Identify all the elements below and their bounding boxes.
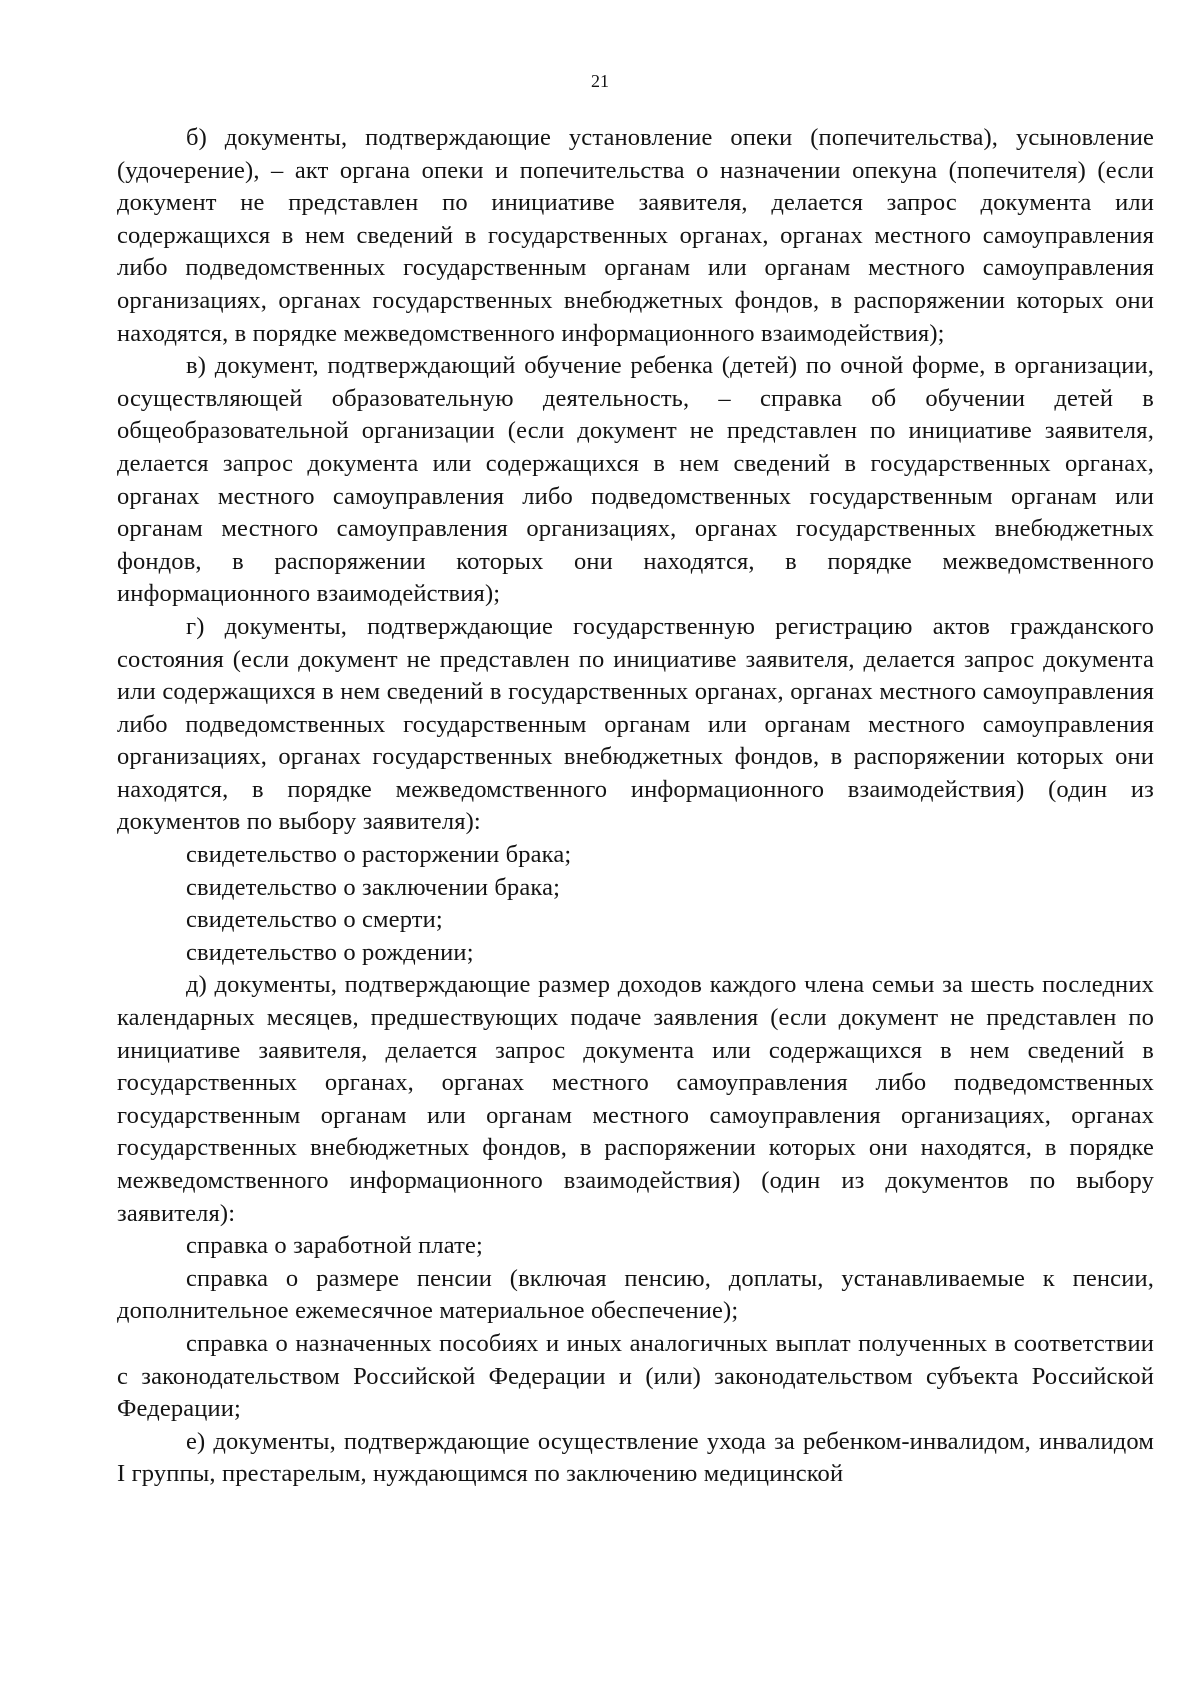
list-item-marriage-certificate: свидетельство о заключении брака; <box>186 873 561 901</box>
list-item-salary-certificate: справка о заработной плате; <box>186 1232 483 1260</box>
paragraph-v-education-document: в) документ, подтверждающий обучение ребенка (детей) по очной форме, в организации, осуществляющей образовательную деятельность, – справка об обучении детей в общеобразовательной организации (если документ не представлен по инициативе заявителя, делается запрос документа или содержащихся в нем сведений в государственных органах, органах местного самоуправления либо подведомственных государственным органам или органам местного самоуправления организациях, органах государственных внебюджетных фондов, в распоряжении которых они находятся, в порядке межведомственного информационного взаимодействия); <box>117 352 1154 608</box>
list-item-pension-certificate: справка о размере пенсии (включая пенсию, доплаты, устанавливаемые к пенсии, дополнительное ежемесячное материальное обеспечение); <box>117 1264 1154 1325</box>
paragraph-e-care-documents: е) документы, подтверждающие осуществление ухода за ребенком-инвалидом, инвалидом I группы, престарелым, нуждающимся по заключению медицинской <box>117 1427 1154 1488</box>
list-item-divorce-certificate: свидетельство о расторжении брака; <box>186 841 572 869</box>
list-item-birth-certificate: свидетельство о рождении; <box>186 938 474 966</box>
paragraph-g-civil-registration-documents: г) документы, подтверждающие государственную регистрацию актов гражданского состояния (если документ не представлен по инициативе заявителя, делается запрос документа или содержащихся в нем сведений в государственных органах, органах местного самоуправления либо подведомственных государственным органам или органам местного самоуправления организациях, органах государственных внебюджетных фондов, в распоряжении которых они находятся, в порядке межведомственного информационного взаимодействия) (один из документов по выбору заявителя): <box>117 612 1154 836</box>
document-body <box>117 122 1154 1491</box>
list-item-benefits-certificate: справка о назначенных пособиях и иных аналогичных выплат полученных в соответствии с законодательством Российской Федерации и (или) законодательством субъекта Российской Федерации; <box>117 1329 1154 1423</box>
paragraph-d-income-documents: д) документы, подтверждающие размер доходов каждого члена семьи за шесть последних календарных месяцев, предшествующих подаче заявления (если документ не представлен по инициативе заявителя, делается запрос документа или содержащихся в нем сведений в государственных органах, органах местного самоуправления либо подведомственных государственным органам или органам местного самоуправления организациях, органах государственных внебюджетных фондов, в распоряжении которых они находятся, в порядке межведомственного информационного взаимодействия) (один из документов по выбору заявителя): <box>117 971 1154 1227</box>
paragraph-b-guardianship-documents: б) документы, подтверждающие установление опеки (попечительства), усыновление (удочерение), – акт органа опеки и попечительства о назначении опекуна (попечителя) (если документ не представлен по инициативе заявителя, делается запрос документа или содержащихся в нем сведений в государственных органах, органах местного самоуправления либо подведомственных государственным органам или органам местного самоуправления организациях, органах государственных внебюджетных фондов, в распоряжении которых они находятся, в порядке межведомственного информационного взаимодействия); <box>117 124 1154 347</box>
page-number: 21 <box>591 71 609 91</box>
list-item-death-certificate: свидетельство о смерти; <box>186 906 443 934</box>
